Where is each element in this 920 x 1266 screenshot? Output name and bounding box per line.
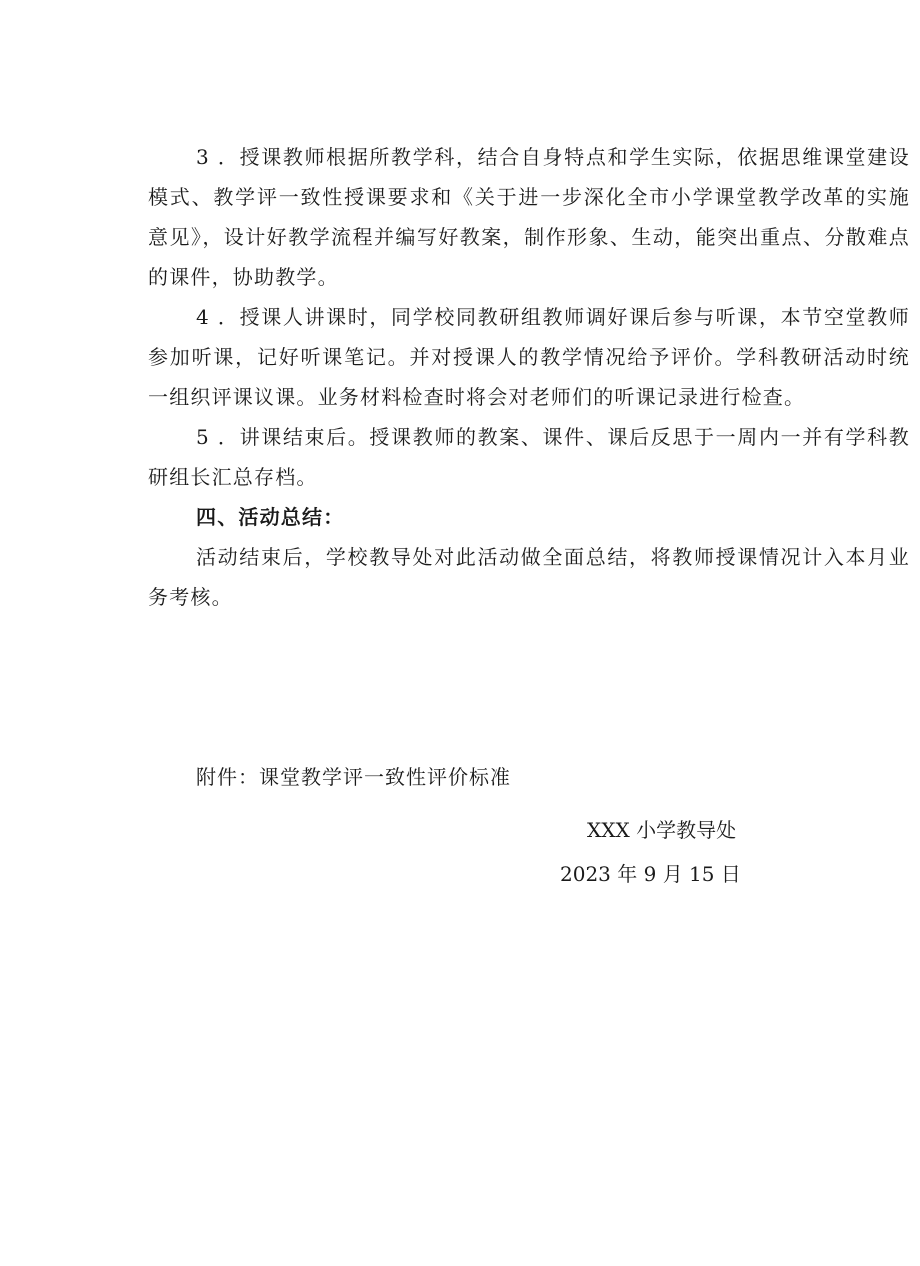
section-heading: 四、活动总结：	[196, 505, 345, 529]
paragraph-item-4: 4 ．授课人讲课时，同学校同教研组教师调好课后参与听课，本节空堂教师参加听课，记好听课笔记。并对授课人的教学情况给予评价。学科教研活动时统一组织评课议课。业务材料检查时将会对老师们的听课记录进行检查。	[148, 305, 910, 409]
summary-paragraph: 活动结束后，学校教导处对此活动做全面总结，将教师授课情况计入本月业务考核。	[148, 545, 910, 609]
signature-block	[560, 808, 760, 896]
attachment-note: 附件：课堂教学评一致性评价标准	[196, 765, 511, 789]
paragraph-item-3: 3 ．授课教师根据所教学科，结合自身特点和学生实际，依据思维课堂建设模式、教学评一致性授课要求和《关于进一步深化全市小学课堂教学改革的实施意见》，设计好教学流程并编写好教案，制作形象、生动，能突出重点、分散难点的课件，协助教学。	[148, 145, 910, 289]
signature-date: 2023 年 9 月 15 日	[560, 862, 741, 886]
document-body	[148, 137, 910, 617]
signature-organization: XXX 小学教导处	[587, 818, 737, 842]
paragraph-item-5: 5 ．讲课结束后。授课教师的教案、课件、课后反思于一周内一并有学科教研组长汇总存档。	[148, 425, 910, 489]
